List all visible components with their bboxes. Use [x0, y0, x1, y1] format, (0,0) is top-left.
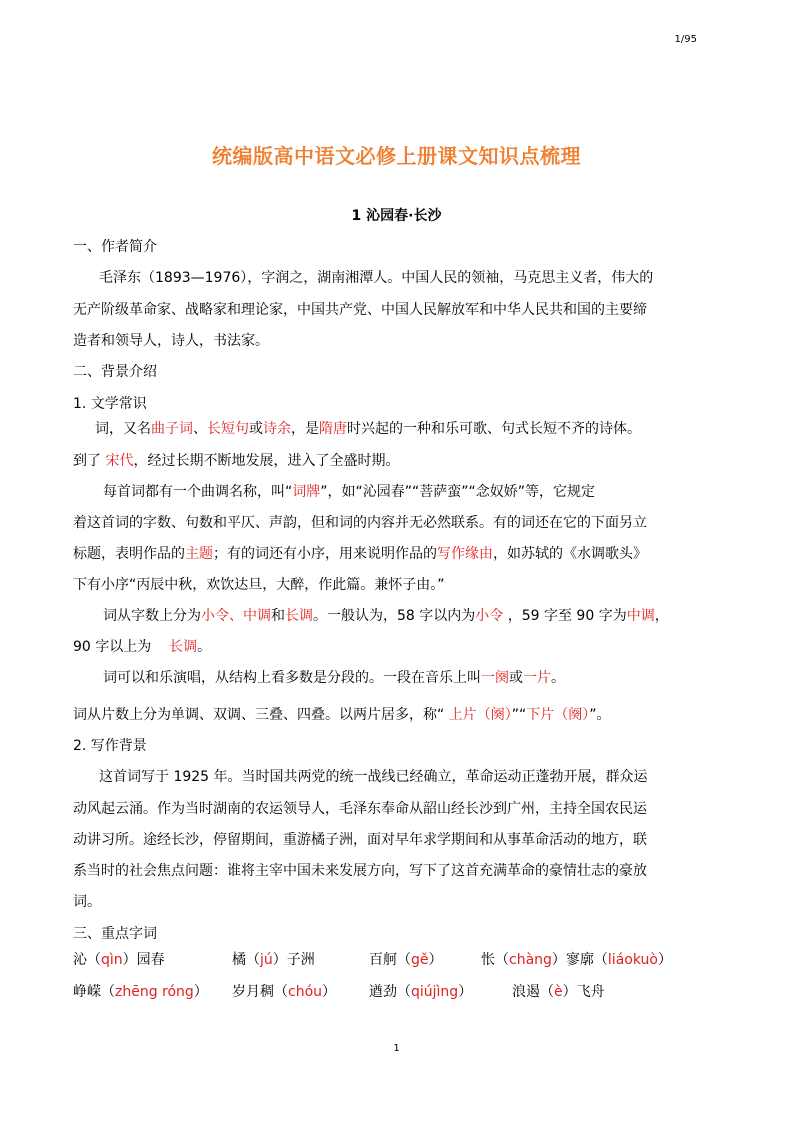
vocab-word: ）寥廓（ — [551, 952, 608, 968]
text-run: ，59 字至 90 字为 — [503, 608, 627, 624]
highlight-term: 诗余 — [263, 421, 291, 437]
vocab-word: 遒劲（ — [369, 984, 411, 1000]
highlight-term: 写作缘由 — [437, 546, 493, 562]
highlight-term: 小令、中调 — [201, 608, 271, 624]
background-paragraph-line: 系当时的社会焦点问题：谁将主宰中国未来发展方向，写下了这首充满革命的豪情壮志的豪放 — [73, 863, 647, 879]
vocab-item — [73, 950, 165, 970]
vocab-item — [232, 950, 315, 970]
text-run: ”。 — [589, 707, 611, 723]
section-heading-background: 二、背景介绍 — [73, 364, 157, 380]
background-paragraph-line: 这首词写于 1925 年。当时国共两党的统一战线已经确立，革命运动正蓬勃开展，群众运 — [99, 769, 648, 785]
cipai-paragraph-line — [73, 544, 647, 564]
text-run: 每首词都有一个曲调名称，叫“ — [103, 484, 293, 500]
subheading-literary-knowledge: 1. 文学常识 — [73, 396, 147, 412]
vocab-word: ）子洲 — [272, 952, 315, 968]
vocab-word: 岁月稠（ — [232, 984, 288, 1000]
document-title: 统编版高中语文必修上册课文知识点梳理 — [212, 144, 581, 168]
text-run: ”，如“沁园春”“菩萨蛮”“念奴娇”等，它规定 — [320, 484, 596, 500]
text-run: 或 — [509, 670, 523, 686]
author-paragraph-line: 造者和领导人，诗人，书法家。 — [73, 333, 269, 349]
ci-definition-line — [95, 419, 641, 439]
text-run: 词从片数上分为单调、双调、三叠、四叠。以两片居多，称“ — [73, 707, 449, 723]
pinyin: chàng — [509, 952, 552, 968]
page-counter: 1/95 — [674, 34, 697, 45]
vocab-word: ） — [193, 984, 208, 1000]
section-count-line — [73, 705, 610, 725]
text-run: 和 — [271, 608, 285, 624]
highlight-term: 长调 — [169, 639, 198, 655]
vocab-word: ）飞舟 — [562, 984, 605, 1000]
text-run: 时兴起的一种和乐可歌、句式长短不齐的诗体。 — [347, 421, 641, 437]
word-count-line — [103, 606, 669, 626]
highlight-term: 长短句 — [207, 421, 249, 437]
section-heading-author: 一、作者简介 — [73, 239, 157, 255]
author-paragraph-line: 无产阶级革命家、战略家和理论家，中国共产党、中国人民解放军和中华人民共和国的主要缔 — [73, 302, 647, 318]
highlight-term: 曲子词 — [151, 421, 193, 437]
text-run: ，如苏轼的《水调歌头》 — [493, 546, 647, 562]
background-paragraph-line: 动讲习所。途经长沙，停留期间，重游橘子洲，面对早年求学期间和从事革命活动的地方，联 — [73, 832, 647, 848]
highlight-term: 上片（阕） — [448, 707, 512, 723]
highlight-term: 词牌 — [292, 484, 321, 500]
pinyin: gě — [411, 952, 429, 968]
vocab-item — [73, 982, 208, 1002]
pinyin: zhēng róng — [115, 984, 194, 1000]
highlight-term: 小令 — [475, 608, 504, 624]
vocab-word: ） — [657, 952, 672, 968]
vocab-word: 沁（ — [73, 952, 101, 968]
text-run: 到了 — [73, 453, 106, 469]
section-heading-vocabulary: 三、重点字词 — [73, 926, 157, 942]
highlight-term: 隋唐 — [319, 421, 347, 437]
vocab-word: 峥嵘（ — [73, 984, 115, 1000]
pinyin: qiújìng — [411, 984, 459, 1000]
vocab-word: 怅（ — [481, 952, 509, 968]
cipai-paragraph-line — [103, 482, 595, 502]
vocab-item — [481, 950, 672, 970]
text-run: 。一般认为，58 字以内为 — [313, 608, 476, 624]
vocab-item — [512, 982, 605, 1002]
vocab-item — [232, 982, 336, 1002]
pinyin: è — [554, 984, 563, 1000]
highlight-term: 宋代 — [105, 453, 134, 469]
text-run: 标题，表明作品的 — [73, 546, 185, 562]
highlight-term: 中调 — [626, 608, 655, 624]
pinyin: qìn — [101, 952, 123, 968]
vocab-word: ） — [428, 952, 443, 968]
background-paragraph-line: 动风起云涌。作为当时湖南的农运领导人，毛泽东奉命从韶山经长沙到广州，主持全国农民运 — [73, 801, 647, 817]
vocab-word: 百舸（ — [369, 952, 411, 968]
text-run: ， — [654, 608, 669, 624]
text-run: 。 — [551, 670, 565, 686]
vocab-item — [369, 950, 443, 970]
lesson-title: 1 沁园春·长沙 — [351, 208, 442, 224]
vocab-word: ）园春 — [122, 952, 165, 968]
vocab-word: ） — [458, 984, 473, 1000]
pinyin: liáokuò — [607, 952, 658, 968]
text-run: ”“ — [511, 707, 527, 723]
text-run: ，经过长期不断地发展，进入了全盛时期。 — [133, 453, 400, 469]
vocab-word: ） — [322, 984, 337, 1000]
word-count-line — [73, 637, 211, 657]
highlight-term: 主题 — [185, 546, 213, 562]
highlight-term: 一片 — [523, 670, 551, 686]
highlight-term: 下片（阕） — [526, 707, 590, 723]
text-run: 词从字数上分为 — [103, 608, 201, 624]
page-number: 1 — [393, 1043, 400, 1054]
pinyin: jú — [260, 952, 273, 968]
author-paragraph-line: 毛泽东（1893—1976），字润之，湖南湘潭人。中国人民的领袖，马克思主义者，伟大的 — [99, 270, 654, 286]
pinyin: chóu — [288, 984, 323, 1000]
text-run: 。 — [197, 639, 212, 655]
text-run: 或 — [249, 421, 263, 437]
background-paragraph-line: 词。 — [73, 894, 101, 910]
text-run: 词可以和乐演唱，从结构上看多数是分段的。一段在音乐上叫 — [103, 670, 481, 686]
text-run: ；有的词还有小序，用来说明作品的 — [213, 546, 437, 562]
text-run: 90 字以上为 — [73, 639, 170, 655]
music-structure-line — [103, 668, 565, 688]
ci-definition-line — [73, 451, 399, 471]
cipai-paragraph-line: 下有小序“丙辰中秋，欢饮达旦，大醉，作此篇。兼怀子由。” — [73, 577, 445, 593]
text-run: 词，又名 — [95, 421, 151, 437]
highlight-term: 一阕 — [481, 670, 509, 686]
highlight-term: 长调 — [285, 608, 313, 624]
vocab-word: 橘（ — [232, 952, 260, 968]
text-run: ，是 — [291, 421, 319, 437]
vocab-item — [369, 982, 472, 1002]
cipai-paragraph-line: 着这首词的字数、句数和平仄、声韵，但和词的内容并无必然联系。有的词还在它的下面另立 — [73, 515, 647, 531]
text-run: 、 — [193, 421, 207, 437]
vocab-word: 浪遏（ — [512, 984, 554, 1000]
subheading-writing-background: 2. 写作背景 — [73, 738, 147, 754]
